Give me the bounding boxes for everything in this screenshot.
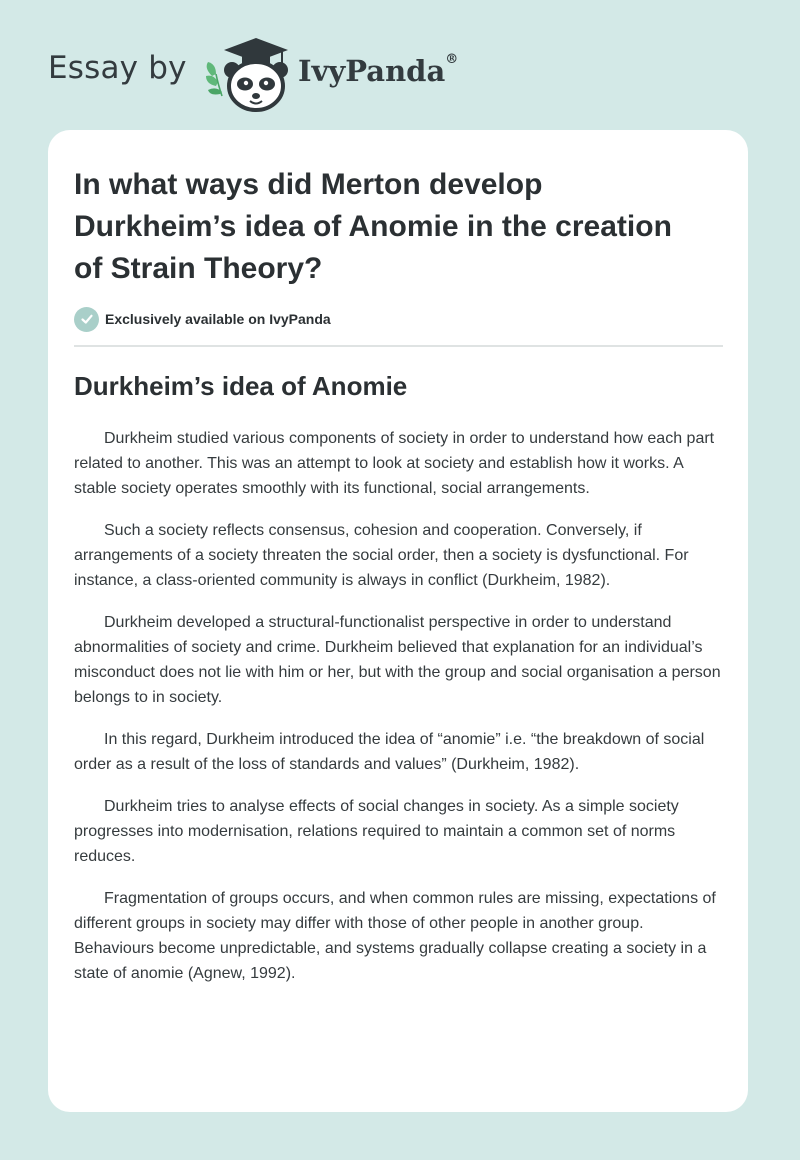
exclusive-badge (74, 306, 331, 332)
paragraph: Durkheim studied various components of society in order to understand how each part related to another. This was an attempt to look at society and establish how it works. A stable society operates smoothly with its functional, social arrangements. (74, 430, 715, 497)
section-heading: Durkheim’s idea of Anomie (74, 371, 408, 401)
registered-mark: ® (445, 52, 459, 67)
paragraph: In this regard, Durkheim introduced the idea of “anomie” i.e. “the breakdown of social order as a result of the loss of standards and values” (Durkheim, 1982). (74, 731, 705, 773)
essay-body (74, 426, 726, 1003)
essay-title: In what ways did Merton develop Durkheim’s idea of Anomie in the creation of Strain Theory? (74, 168, 672, 285)
panda-graduate-icon (202, 34, 294, 114)
paragraph: Fragmentation of groups occurs, and when common rules are missing, expectations of different groups in society may differ with those of other people in another group. Behaviours become unpredictable, and systems gradually collapse creating a society in a state of anomie (Agnew, 1992). (74, 890, 716, 982)
site-header (48, 30, 528, 120)
paragraph: Durkheim developed a structural-functionalist perspective in order to understand abnormalities of society and crime. Durkheim believed that explanation for an individual’s misconduct does not lie with him or her, but with the group and social organisation a person belongs to in society. (74, 614, 721, 706)
essay-by-label: Essay by (48, 50, 187, 86)
check-circle-icon (74, 307, 99, 332)
exclusive-badge-label: Exclusively available on IvyPanda (105, 311, 331, 327)
essay-card (48, 130, 748, 1112)
paragraph: Durkheim tries to analyse effects of social changes in society. As a simple society progresses into modernisation, relations required to maintain a common set of norms reduces. (74, 798, 679, 865)
brand-name[interactable] (298, 54, 458, 88)
divider (74, 345, 723, 347)
brand-wordmark: IvyPanda (298, 54, 446, 88)
paragraph: Such a society reflects consensus, cohesion and cooperation. Conversely, if arrangements of a society threaten the social order, then a society is dysfunctional. For instance, a class-oriented community is always in conflict (Durkheim, 1982). (74, 522, 689, 589)
